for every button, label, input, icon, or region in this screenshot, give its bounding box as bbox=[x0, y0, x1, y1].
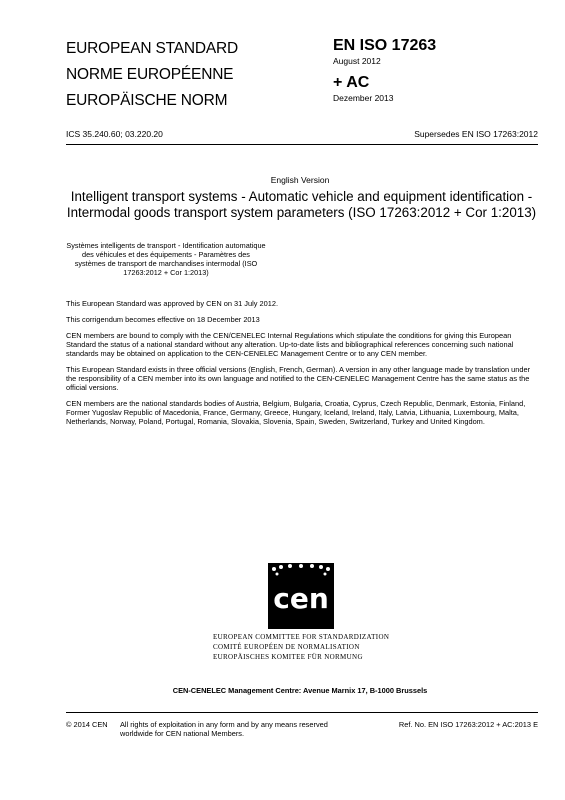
standard-names bbox=[66, 36, 238, 114]
supersedes-note: Supersedes EN ISO 17263:2012 bbox=[414, 129, 538, 139]
name-french: NORME EUROPÉENNE bbox=[66, 66, 234, 83]
rights-statement: All rights of exploitation in any form and by any means reserved worldwide for CEN national Members. bbox=[120, 720, 328, 738]
logo-text: cen bbox=[273, 582, 329, 615]
amendment-label: + AC bbox=[333, 74, 370, 91]
cen-logo bbox=[268, 563, 334, 629]
document-title: Intelligent transport systems - Automatic vehicle and equipment identification - Intermodal goods transport system parameters (ISO 17263:2012 + Cor 1:2013) bbox=[66, 189, 537, 220]
committee-names bbox=[213, 632, 389, 662]
corrigendum-statement: This corrigendum becomes effective on 18 December 2013 bbox=[66, 315, 260, 324]
footer-divider bbox=[66, 712, 538, 713]
version-label: English Version bbox=[270, 175, 330, 185]
standard-number: EN ISO 17263 bbox=[333, 37, 437, 54]
versions-paragraph: This European Standard exists in three official versions (English, French, German). A version in any other language made by translation under the responsibility of a CEN member into its own language and notified to the CEN-CENELEC Management Centre has the same status as the official versions. bbox=[66, 365, 531, 392]
amendment-date: Dezember 2013 bbox=[333, 93, 394, 103]
committee-french: COMITÉ EUROPÉEN DE NORMALISATION bbox=[213, 643, 360, 651]
name-german: EUROPÄISCHE NORM bbox=[66, 92, 228, 109]
reference-number: Ref. No. EN ISO 17263:2012 + AC:2013 E bbox=[398, 720, 538, 729]
copyright: © 2014 CEN bbox=[66, 720, 108, 729]
committee-german: EUROPÄISCHES KOMITEE FÜR NORMUNG bbox=[213, 653, 363, 661]
french-title: Systèmes intelligents de transport - Identification automatique des véhicules et des équipements - Paramètres des systèmes de transport de marchandises intermodal (ISO 17263:2012 + Cor 1:2013) bbox=[66, 241, 266, 277]
publication-date: August 2012 bbox=[333, 56, 381, 66]
committee-english: EUROPEAN COMMITTEE FOR STANDARDIZATION bbox=[213, 633, 390, 641]
header-divider bbox=[66, 144, 538, 145]
cen-logo-icon bbox=[268, 563, 334, 629]
management-centre-address: CEN-CENELEC Management Centre: Avenue Marnix 17, B-1000 Brussels bbox=[172, 686, 428, 695]
members-paragraph: CEN members are the national standards bodies of Austria, Belgium, Bulgaria, Croatia, Cyprus, Czech Republic, Denmark, Estonia, Finland, Former Yugoslav Republic of Macedonia, France, Germany, Greece, Hungary, Iceland, Ireland, Italy, Latvia, Lithuania, Luxembourg, Malta, Netherlands, Norway, Poland, Portugal, Romania, Slovakia, Slovenia, Spain, Sweden, Switzerland, Turkey and United Kingdom. bbox=[66, 399, 526, 426]
standard-identification bbox=[333, 36, 436, 104]
body-text bbox=[66, 299, 538, 433]
name-english: EUROPEAN STANDARD bbox=[66, 40, 239, 57]
regulations-paragraph: CEN members are bound to comply with the CEN/CENELEC Internal Regulations which stipulate the conditions for giving this European Standard the status of a national standard without any alteration. Up-to-date lists and bibliographical references concerning such national standards may be obtained on application to the CEN-CENELEC Management Centre or to any CEN member. bbox=[66, 331, 514, 358]
approval-statement: This European Standard was approved by CEN on 31 July 2012. bbox=[66, 299, 278, 308]
ics-codes: ICS 35.240.60; 03.220.20 bbox=[66, 129, 163, 139]
